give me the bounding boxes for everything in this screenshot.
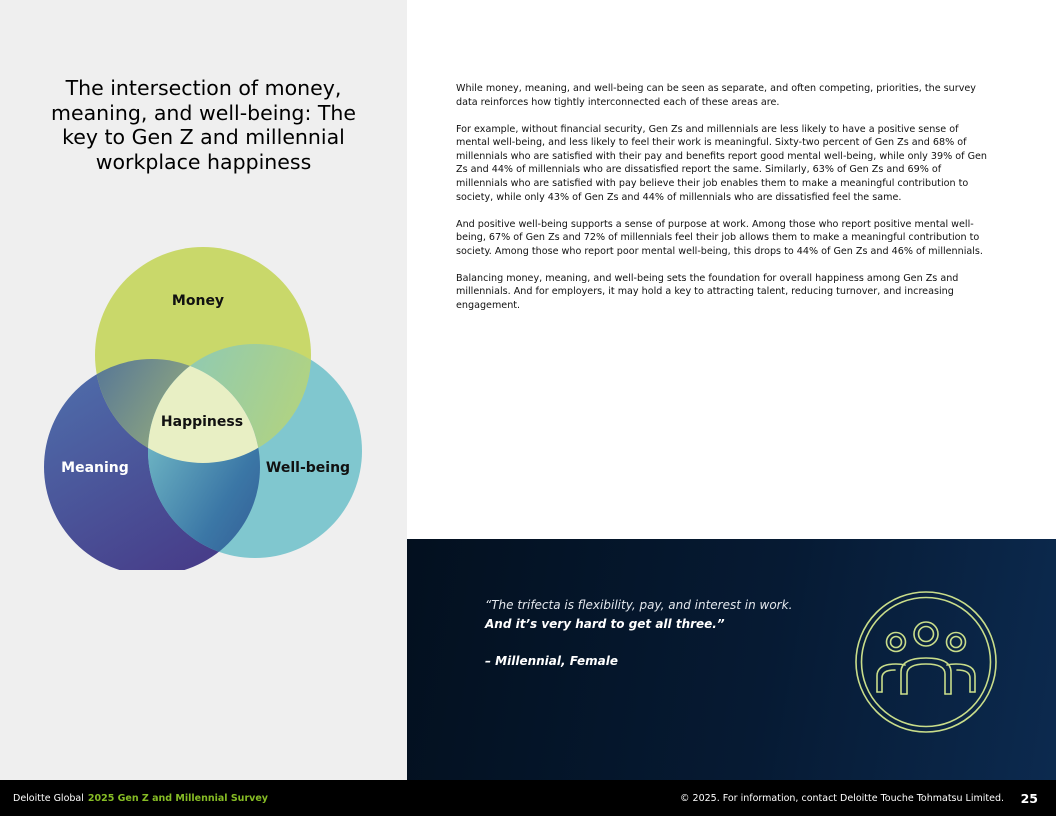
venn-diagram bbox=[0, 210, 407, 570]
paragraph: Balancing money, meaning, and well-being sets the foundation for overall happiness among Gen Zs and millennials. And for employers, it may hold a key to attracting talent, reducing turnover, and increasing engagement. bbox=[456, 272, 959, 311]
wellbeing-label: Well-being bbox=[265, 460, 351, 476]
title-line: The intersection of money, bbox=[65, 76, 342, 100]
money-label: Money bbox=[171, 293, 225, 309]
title-line: key to Gen Z and millennial bbox=[62, 125, 345, 150]
quote-line-2: And it’s very hard to get all three.” bbox=[485, 617, 725, 631]
survey-name: 2025 Gen Z and Millennial Survey bbox=[87, 793, 268, 804]
title-line: meaning, and well-being: The bbox=[51, 100, 356, 125]
copyright-notice: © 2025. For information, contact Deloitte Touche Tohmatsu Limited. bbox=[680, 793, 1004, 804]
quote-attribution: – Millennial, Female bbox=[485, 654, 619, 668]
happiness-label: Happiness bbox=[160, 414, 244, 430]
quote-line-1: “The trifecta is flexibility, pay, and interest in work. bbox=[485, 598, 793, 612]
footer-brand bbox=[13, 793, 268, 804]
footer bbox=[0, 780, 1056, 816]
brand-name: Deloitte Global bbox=[13, 793, 84, 804]
title-line: workplace happiness bbox=[95, 149, 312, 174]
quote-panel bbox=[407, 539, 1056, 780]
people-group-icon bbox=[854, 590, 998, 734]
left-panel bbox=[0, 0, 407, 780]
paragraph: While money, meaning, and well-being can be seen as separate, and often competing, priorities, the survey data reinforces how tightly interconnected each of these areas are. bbox=[456, 83, 976, 108]
meaning-label: Meaning bbox=[61, 460, 129, 476]
paragraph: For example, without financial security, Gen Zs and millennials are less likely to have a positive sense of mental well-being, and less likely to feel their work is meaningful. Sixty-two percent of Gen Zs and 68% of millennials who are satisfied with their pay and benefits report good mental well-being, while only 39% of Gen Zs and 44% of millennials who are dissatisfied report the same. Similarly, 63% of Gen Zs and 69% of millennials who are satisfied with pay believe their job enables them to make a meaningful contribution to society, while only 43% of Gen Zs and 44% of millennials who are dissatisfied feel the same. bbox=[456, 123, 988, 203]
page-title bbox=[30, 76, 377, 174]
quote-block bbox=[485, 596, 845, 671]
page-number: 25 bbox=[1020, 791, 1038, 806]
body-text bbox=[456, 82, 992, 326]
paragraph: And positive well-being supports a sense of purpose at work. Among those who report positive mental well-being, 67% of Gen Zs and 72% of millennials feel their job allows them to make a meaningful contribution to society. Among those who report poor mental well-being, this drops to 44% of Gen Zs and 46% of millennials. bbox=[456, 218, 983, 257]
